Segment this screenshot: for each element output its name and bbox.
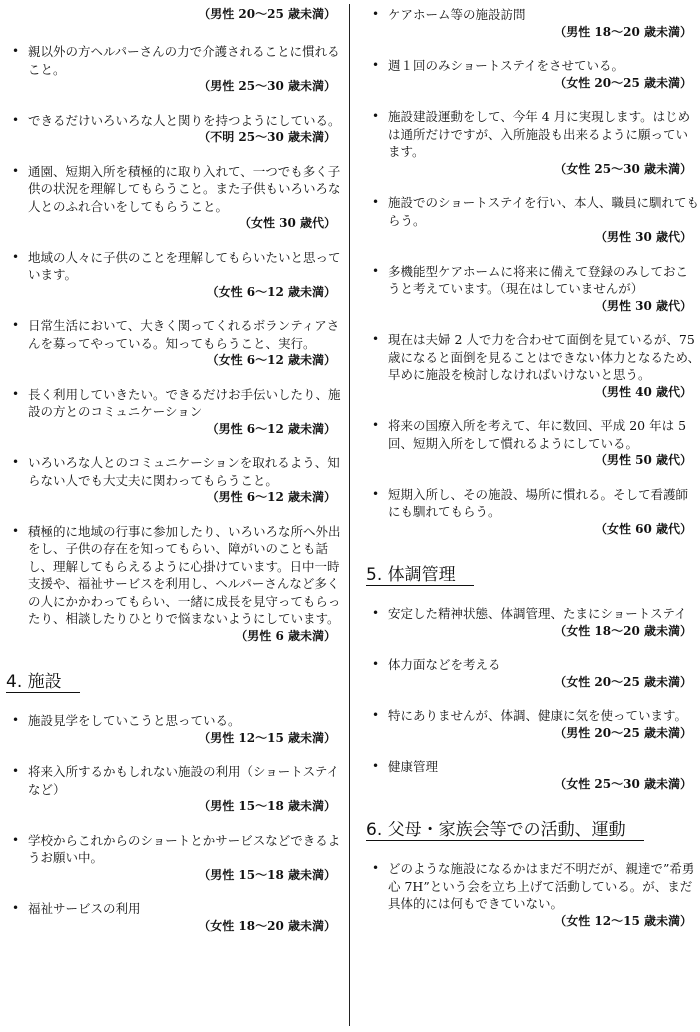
list-item <box>0 249 342 302</box>
list-item <box>356 860 700 930</box>
right-column <box>356 0 700 946</box>
bullet-icon: • <box>372 861 380 875</box>
bullet-icon: • <box>372 759 380 773</box>
response-text: 安定した精神状態、体調管理、たまにショートステイ <box>388 606 687 621</box>
response-text: 現在は夫婦 2 人で力を合わせて面倒を見ているが、75 歳になると面倒を見ることはできない体力となるため、早めに施設を検討しなければいけないと思う。 <box>388 332 700 382</box>
respondent-attribute: （男性 25〜30 歳未満） <box>198 79 336 93</box>
list-item <box>356 417 700 470</box>
respondent-attribute: （男性 15〜18 歳未満） <box>198 799 336 813</box>
response-text: 地域の人々に子供のことを理解してもらいたいと思っています。 <box>28 249 341 282</box>
bullet-icon: • <box>12 713 20 727</box>
response-text: 日常生活において、大きく関ってくれるボランティアさんを募ってやっている。知ってもらうこと、実行。 <box>28 318 340 351</box>
response-text: 学校からこれからのショートとかサービスなどできるようお願い中。 <box>28 832 341 865</box>
bullet-icon: • <box>12 163 20 178</box>
list-item <box>0 317 342 370</box>
respondent-attribute: （男性 15〜18 歳未満） <box>198 867 336 882</box>
respondent-attribute: （女性 18〜20 歳未満） <box>554 623 692 638</box>
bullet-icon: • <box>372 486 380 501</box>
respondent-attribute: （女性 6〜12 歳未満） <box>206 284 336 299</box>
response-text: 積極的に地域の行事に参加したり、いろいろな所へ外出をし、子供の存在を知ってもらい、障がいのことも話し、理解してもらえるように心掛けています。日中一時支援や、福祉サービスを利用し、ヘルパーさんなど多くの人にかかわってもらい、一緒に成長を見守ってもらったり、相談したりひとりで悩まないようにしています。 <box>28 523 341 626</box>
respondent-attribute: （女性 18〜20 歳未満） <box>198 918 336 933</box>
list-item <box>0 832 342 885</box>
list-item <box>356 656 700 691</box>
bullet-icon: • <box>372 109 380 123</box>
respondent-attribute: （男性 40 歳代） <box>594 384 692 399</box>
respondent-attribute: （男性 18〜20 歳未満） <box>554 24 692 39</box>
list-item <box>0 386 342 439</box>
respondent-attribute: （男性 20〜25 歳未満） <box>198 7 336 21</box>
response-text: 施設見学をしていこうと思っている。 <box>28 713 241 728</box>
bullet-icon: • <box>372 7 380 21</box>
bullet-icon: • <box>372 195 380 209</box>
list-item <box>0 763 342 816</box>
response-text: どのような施設になるかはまだ不明だが、親達で”希勇心 7H”という会を立ち上げて活動している。が、まだ具体的には何もできていない。 <box>388 861 695 911</box>
respondent-attribute: （男性 6〜12 歳未満） <box>206 421 336 436</box>
respondent-attribute: （女性 6〜12 歳未満） <box>206 353 336 367</box>
list-item <box>356 486 700 539</box>
list-item <box>0 43 342 96</box>
list-item <box>356 108 700 178</box>
bullet-icon: • <box>12 901 20 915</box>
bullet-icon: • <box>12 318 20 332</box>
bullet-icon: • <box>372 606 380 620</box>
respondent-attribute: （女性 20〜25 歳未満） <box>554 75 692 90</box>
response-text: 施設でのショートステイを行い、本人、職員に馴れてもらう。 <box>388 195 700 228</box>
response-text: ケアホーム等の施設訪問 <box>388 7 526 22</box>
response-text: 多機能型ケアホームに将来に備えて登録のみしておこうと考えています。（現在はしていませんが） <box>388 263 689 296</box>
response-text: 長く利用していきたい。できるだけお手伝いしたり、施設の方とのコミュニケーション <box>28 386 341 419</box>
list-item <box>356 707 700 742</box>
bullet-icon: • <box>12 112 20 127</box>
section-heading-health: 5. 体調管理 <box>366 560 700 585</box>
response-text: できるだけいろいろな人と関りを持つようにしている。 <box>28 112 341 128</box>
bullet-icon: • <box>372 708 380 722</box>
list-item <box>0 900 342 935</box>
bullet-icon: • <box>372 657 380 671</box>
section-heading-family-activities: 6. 父母・家族会等での活動、運動 <box>366 815 700 840</box>
list-item <box>356 194 700 247</box>
respondent-attribute: （男性 6 歳未満） <box>235 628 336 643</box>
respondent-attribute: （女性 30 歳代） <box>238 216 336 230</box>
respondent-attribute: （女性 25〜30 歳未満） <box>554 776 692 791</box>
response-text: 週１回のみショートステイをさせている。 <box>388 58 625 73</box>
response-text: 将来入所するかもしれない施設の利用（ショートステイなど） <box>28 764 340 797</box>
list-item <box>0 712 342 747</box>
response-text: 健康管理 <box>388 759 439 774</box>
respondent-attribute: （男性 50 歳代） <box>594 453 692 467</box>
left-column <box>0 0 342 951</box>
respondent-attribute: （男性 20〜25 歳未満） <box>554 725 692 740</box>
bullet-icon: • <box>372 263 380 278</box>
bullet-icon: • <box>372 418 380 432</box>
response-text: 特にありませんが、体調、健康に気を使っています。 <box>388 708 688 723</box>
respondent-attribute: （男性 12〜15 歳未満） <box>198 730 336 745</box>
bullet-icon: • <box>12 44 20 58</box>
respondent-attribute: （男性 30 歳代） <box>594 230 692 244</box>
bullet-icon: • <box>12 764 20 778</box>
section-heading-facilities: 4. 施設 <box>6 667 342 692</box>
bullet-icon: • <box>12 386 20 401</box>
response-text: 施設建設運動をして、今年 4 月に実現します。はじめは通所だけですが、入所施設も出来るように願っています。 <box>388 109 691 159</box>
bullet-icon: • <box>12 523 20 538</box>
respondent-attribute: （女性 25〜30 歳未満） <box>554 161 692 176</box>
respondent-attribute: （女性 20〜25 歳未満） <box>554 674 692 689</box>
respondent-attribute: （不明 25〜30 歳未満） <box>198 130 336 144</box>
list-item <box>356 6 700 41</box>
response-text: 通園、短期入所を積極的に取り入れて、一つでも多く子供の状況を理解してもらうこと。また子供もいろいろな人とのふれ合いをしてもらうこと。 <box>28 163 341 214</box>
response-text: 将来の国療入所を考えて、年に数回、平成 20 年は 5 回、短期入所をして慣れるようにしている。 <box>388 418 687 451</box>
list-item <box>0 523 342 646</box>
bullet-icon: • <box>372 332 380 346</box>
response-text: 体力面などを考える <box>388 657 501 672</box>
list-item <box>356 758 700 793</box>
respondent-attribute: （女性 60 歳代） <box>594 521 692 536</box>
respondent-attribute: （男性 6〜12 歳未満） <box>206 490 336 504</box>
respondent-attribute: （男性 30 歳代） <box>594 298 692 313</box>
list-item <box>0 163 342 233</box>
list-item <box>356 331 700 401</box>
list-item <box>0 112 342 147</box>
response-text: 親以外の方ヘルパーさんの力で介護されることに慣れること。 <box>28 44 340 77</box>
column-divider <box>349 4 350 1026</box>
response-text: 短期入所し、その施設、場所に慣れる。そして看護師にも馴れてもらう。 <box>388 486 689 519</box>
list-item <box>0 454 342 507</box>
list-item <box>356 605 700 640</box>
bullet-icon: • <box>12 249 20 264</box>
bullet-icon: • <box>12 832 20 847</box>
response-text: いろいろな人とのコミュニケーションを取れるよう、知らない人でも大丈夫に関わってもらうこと。 <box>28 455 340 488</box>
respondent-attribute: （女性 12〜15 歳未満） <box>554 913 692 928</box>
list-item <box>356 57 700 92</box>
bullet-icon: • <box>12 455 20 469</box>
list-item <box>356 263 700 316</box>
bullet-icon: • <box>372 58 380 72</box>
response-text: 福祉サービスの利用 <box>28 901 141 916</box>
